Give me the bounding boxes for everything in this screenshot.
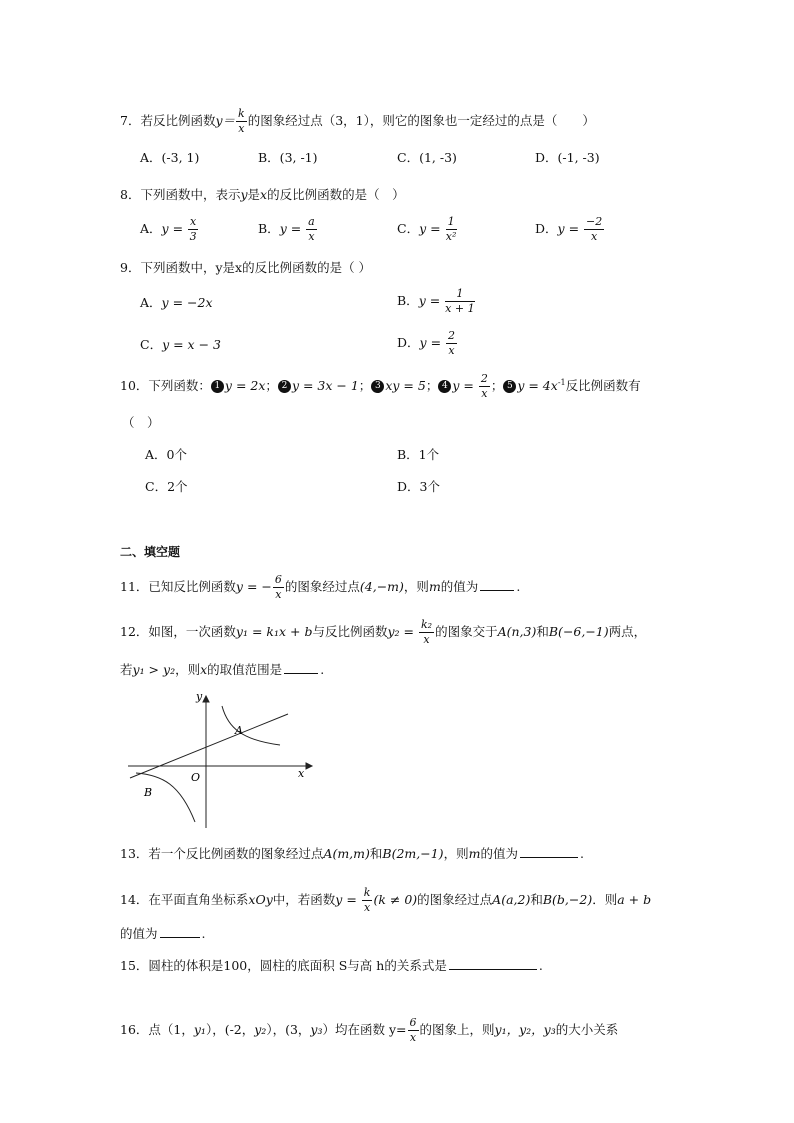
answer-parentheses: （ ）: [122, 415, 160, 430]
option-d: [535, 216, 605, 243]
option-a: [140, 216, 199, 243]
math-expression: y = 4x: [517, 378, 558, 393]
option-c: [397, 216, 458, 243]
question-number: 12．: [120, 624, 149, 639]
denominator: x + 1: [445, 302, 475, 315]
answer-blank[interactable]: [284, 672, 318, 674]
answer-blank[interactable]: [480, 589, 514, 591]
math-expression: y₁，y₂，y₃: [494, 1022, 556, 1037]
question-number: 9．: [120, 260, 141, 275]
math-expression: y = 3x − 1: [291, 378, 359, 393]
option-c: C．2个: [145, 479, 188, 494]
question-number: 10．: [120, 378, 149, 393]
question-text: 和: [536, 624, 549, 639]
function-graph: [120, 688, 320, 834]
circled-number: 4: [438, 380, 451, 393]
math-expression: y =: [419, 221, 445, 236]
question-text: 的值为: [120, 926, 158, 941]
question-text: 下列函数：: [148, 378, 211, 393]
option-label: D．: [397, 335, 420, 350]
question-text: 圆柱的体积是100，圆柱的底面积 S与高 h的关系式是: [148, 958, 447, 973]
denominator: x: [275, 588, 282, 601]
question-number: 7．: [120, 113, 141, 128]
option-label: C．: [140, 337, 163, 352]
separator: ；: [425, 378, 439, 393]
answer-blank[interactable]: [449, 968, 537, 970]
numerator: 2: [480, 372, 488, 385]
punctuation: .: [320, 662, 325, 677]
option-label: B．: [397, 293, 419, 308]
variable: x: [200, 662, 208, 677]
denominator: x: [481, 387, 488, 400]
question-text: 的图象经过点: [417, 892, 493, 907]
question-text: 是: [247, 187, 261, 202]
fraction: [362, 887, 373, 914]
question-number: 13．: [120, 846, 149, 861]
option-label: A．: [140, 221, 162, 236]
question-number: 8．: [120, 187, 141, 202]
math-expression: xOy: [248, 892, 273, 907]
hyperbola-branch-upper: [222, 706, 280, 745]
math-expression: a + b: [617, 892, 652, 907]
numerator: 1: [447, 215, 455, 228]
option-d: D．3个: [397, 479, 440, 494]
circled-number: 2: [278, 380, 291, 393]
math-expression: (4,−m): [359, 579, 404, 594]
math-expression: (k ≠ 0): [373, 892, 418, 907]
numerator: 6: [274, 573, 282, 586]
option-label: D．: [535, 221, 558, 236]
fraction: [236, 108, 247, 135]
punctuation: .: [201, 926, 206, 941]
math-expression: A(n,3): [497, 624, 537, 639]
question-text: 的值为: [440, 579, 479, 594]
numerator: k: [363, 886, 371, 899]
math-expression: y＝: [215, 113, 236, 128]
math-expression: B(−6,−1): [548, 624, 609, 639]
y-axis-arrow: [203, 696, 209, 702]
math-expression: y₁ > y₂: [132, 662, 176, 677]
denominator: x: [238, 122, 245, 135]
question-text: 的图象经过点: [284, 579, 360, 594]
question-text: 在平面直角坐标系: [148, 892, 249, 907]
variable: y₃: [310, 1022, 323, 1037]
question-10: [120, 373, 641, 400]
question-14-line-2: [120, 928, 206, 941]
math-expression: y = x − 3: [162, 337, 221, 352]
denominator: x: [409, 1031, 417, 1044]
fraction: [445, 288, 474, 315]
denominator: x: [364, 901, 371, 914]
point-b-label: B: [144, 786, 153, 799]
numerator: 6: [409, 1016, 417, 1029]
fraction: [446, 216, 457, 243]
question-11: [120, 574, 520, 601]
variable: y₁: [193, 1022, 206, 1037]
question-text: ．则: [592, 892, 618, 907]
x-axis-arrow: [306, 763, 312, 769]
option-b: [258, 216, 318, 243]
answer-blank[interactable]: [160, 936, 200, 938]
question-text: 反比例函数有: [565, 378, 641, 393]
numerator: k₂: [421, 618, 433, 631]
option-b: B．1个: [397, 447, 440, 462]
denominator: 3: [189, 230, 197, 243]
fraction: [188, 216, 198, 243]
question-text: 已知反比例函数: [148, 579, 236, 594]
fraction: [273, 574, 284, 601]
numerator: k: [238, 107, 245, 120]
option-label: C．: [397, 221, 420, 236]
math-expression: y =: [418, 293, 445, 308]
question-text: ）均在函数 y=: [322, 1022, 407, 1037]
answer-blank[interactable]: [520, 856, 578, 858]
math-expression: y =: [279, 221, 306, 236]
denominator: x: [591, 230, 598, 243]
math-expression: xy = 5: [385, 378, 426, 393]
option-a: A．0个: [145, 447, 187, 462]
section-heading: 二、填空题: [120, 545, 181, 559]
math-expression: y =: [419, 335, 446, 350]
y-axis-label: y: [196, 690, 203, 703]
question-text: 的图象交于: [435, 624, 498, 639]
denominator: x: [423, 633, 430, 646]
fraction: [584, 216, 604, 243]
option-c: [140, 339, 221, 352]
question-text: 若反比例函数: [140, 113, 216, 128]
denominator: x²: [445, 230, 457, 243]
question-12: [120, 619, 646, 646]
separator: ；: [265, 378, 278, 393]
question-text: ），(-2，: [205, 1022, 255, 1037]
question-13: [120, 848, 584, 861]
question-text: ，则: [403, 579, 429, 594]
denominator: x: [308, 230, 315, 243]
punctuation: .: [538, 958, 543, 973]
question-number: 15．: [120, 958, 149, 973]
circled-number: 3: [371, 380, 384, 393]
question-text: 若: [120, 662, 133, 677]
numerator: 2: [448, 329, 456, 342]
question-text: 和: [369, 846, 383, 861]
question-text: 如图，一次函数: [148, 624, 236, 639]
option-c: C．(1, -3): [397, 150, 457, 165]
question-7: [120, 108, 595, 135]
math-expression: A(m,m): [323, 846, 370, 861]
math-expression: y = 2x: [224, 378, 266, 393]
punctuation: .: [516, 579, 521, 594]
point-a-label: A: [235, 724, 243, 737]
option-label: A．: [140, 295, 162, 310]
math-expression: B(2m,−1): [382, 846, 444, 861]
numerator: a: [308, 215, 315, 228]
math-expression: y =: [452, 378, 478, 393]
question-text: ，则: [175, 662, 201, 677]
linear-function-line: [130, 714, 288, 778]
exponent: -1: [557, 377, 566, 387]
denominator: x: [448, 344, 455, 357]
math-expression: A(a,2): [492, 892, 531, 907]
question-text: ），(3，: [266, 1022, 311, 1037]
circled-number: 1: [211, 380, 224, 393]
origin-label: O: [191, 771, 201, 784]
question-number: 14．: [120, 892, 149, 907]
fraction: [446, 330, 457, 357]
question-number: 16．: [120, 1022, 149, 1037]
numerator: 1: [445, 288, 474, 302]
math-expression: y = −2x: [161, 295, 213, 310]
fraction: [479, 373, 490, 400]
x-axis-label: x: [298, 767, 305, 780]
question-text: 的大小关系: [555, 1022, 619, 1037]
fraction: [419, 619, 434, 646]
punctuation: .: [579, 846, 584, 861]
separator: ；: [490, 378, 504, 393]
question-9: [120, 262, 371, 275]
math-expression: y = −: [235, 579, 272, 594]
option-a: [140, 297, 213, 310]
variable: y: [240, 187, 248, 202]
math-expression: y₁ = k₁x + b: [235, 624, 313, 639]
variable: y₂: [254, 1022, 267, 1037]
math-expression: B(b,−2): [542, 892, 593, 907]
question-text: 下列函数中，表示: [140, 187, 241, 202]
option-a: A．(-3, 1): [140, 150, 200, 165]
question-text: 和: [530, 892, 543, 907]
question-text: 下列函数中，y是x的反比例函数的是（ ）: [140, 260, 372, 275]
math-expression: y =: [335, 892, 361, 907]
question-text: 与反比例函数: [312, 624, 388, 639]
fraction: [306, 216, 317, 243]
math-expression: y =: [161, 221, 188, 236]
question-text: ，则: [443, 846, 469, 861]
numerator: −2: [586, 215, 603, 228]
question-text: 的取值范围是: [207, 662, 283, 677]
option-b: [397, 288, 476, 315]
question-16: [120, 1017, 618, 1044]
circled-number: 5: [503, 380, 516, 393]
question-text: 中，若函数: [272, 892, 336, 907]
question-text: 两点，: [608, 624, 647, 639]
question-text: 的图象上，则: [419, 1022, 495, 1037]
question-12-line-2: [120, 664, 324, 677]
option-d: D．(-1, -3): [535, 150, 600, 165]
variable: m: [428, 579, 441, 594]
option-d: [397, 330, 458, 357]
question-14: [120, 887, 651, 914]
option-b: B．(3, -1): [258, 150, 318, 165]
question-8: [120, 189, 405, 202]
variable: x: [260, 187, 268, 202]
question-number: 11．: [120, 579, 149, 594]
question-text: 的反比例函数的是（ ）: [267, 187, 405, 202]
fraction: [408, 1017, 419, 1044]
question-text: 的图象经过点（3，1），则它的图象也一定经过的点是（ ）: [247, 113, 595, 128]
option-label: B．: [258, 221, 280, 236]
separator: ；: [358, 378, 372, 393]
question-15: [120, 960, 543, 973]
variable: m: [468, 846, 481, 861]
question-text: 的值为: [480, 846, 518, 861]
math-expression: y =: [557, 221, 584, 236]
question-text: 若一个反比例函数的图象经过点: [148, 846, 324, 861]
math-expression: y₂ =: [387, 624, 418, 639]
numerator: x: [190, 215, 197, 228]
question-text: 点（1，: [148, 1022, 194, 1037]
